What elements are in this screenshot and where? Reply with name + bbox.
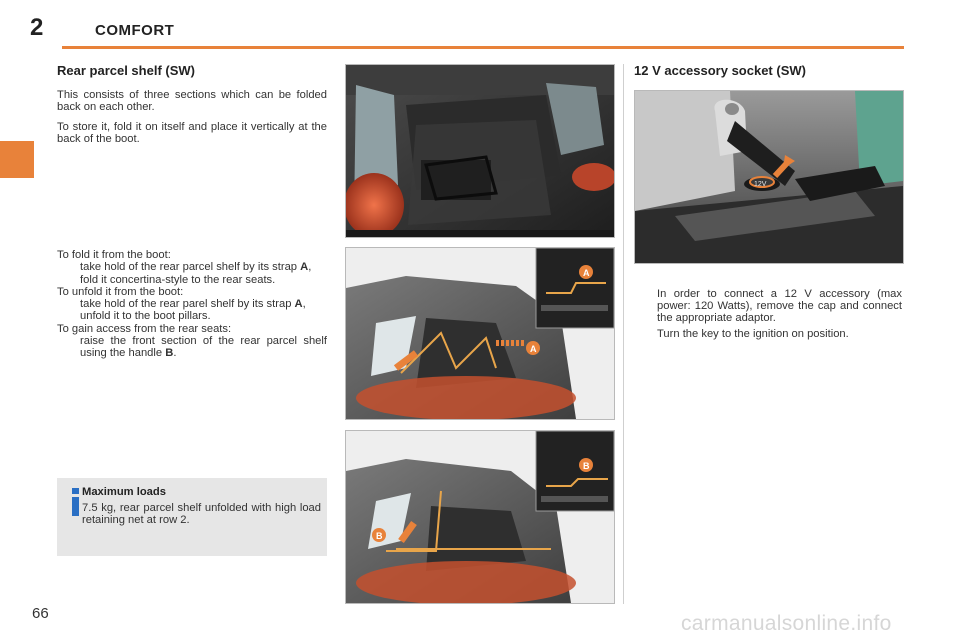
parcel-shelf-intro [57, 89, 327, 146]
list-item: fold it concertina-style to the rear seats. [57, 274, 327, 286]
column-divider [623, 64, 624, 604]
list-item: Turn the key to the ignition on position. [634, 328, 902, 340]
intro-paragraph: This consists of three sections which can be folded back on each other. [57, 89, 327, 114]
socket-instructions [634, 288, 902, 340]
bullet-icon [57, 335, 80, 360]
socket-marking: 12V [754, 181, 767, 188]
chapter-number: 2 [30, 14, 44, 41]
list-item: raise the front section of the rear parcel shelf using the handle B. [57, 335, 327, 360]
list-item: unfold it to the boot pillars. [57, 310, 327, 322]
intro-paragraph: To store it, fold it on itself and place it vertically at the back of the boot. [57, 120, 327, 146]
fold-diagram-a [345, 247, 615, 420]
bullet-icon [57, 261, 80, 273]
unfold-heading: To unfold it from the boot: [57, 285, 184, 298]
bullet-icon [57, 310, 80, 322]
callout-label: A [530, 344, 537, 354]
list-item: take hold of the rear parcel shelf by its strap A, [57, 261, 327, 273]
list-item: In order to connect a 12 V accessory (max power: 120 Watts), remove the cap and connect the appropriate adaptor. [634, 288, 902, 325]
boot-interior-photo [345, 64, 615, 238]
socket-title: 12 V accessory socket (SW) [634, 63, 806, 78]
callout-label: B [376, 531, 383, 541]
chapter-title: COMFORT [95, 22, 175, 39]
info-box-title: Maximum loads [82, 486, 166, 498]
callout-label: A [583, 268, 590, 278]
watermark: carmanualsonline.info [681, 612, 892, 635]
list-item: take hold of the rear parel shelf by its strap A, [57, 298, 327, 310]
bullet-icon [634, 288, 657, 325]
chapter-side-tab [0, 141, 34, 178]
fold-heading: To fold it from the boot: [57, 249, 171, 261]
access-heading: To gain access from the rear seats: [57, 322, 232, 335]
bullet-icon [57, 298, 80, 310]
accessory-socket-photo [634, 90, 904, 264]
header-rule [62, 46, 904, 49]
bullet-icon [57, 274, 80, 286]
callout-label: B [583, 461, 590, 471]
page-number: 66 [32, 605, 49, 622]
info-box-text: 7.5 kg, rear parcel shelf unfolded with high load retaining net at row 2. [82, 502, 321, 527]
fold-diagram-b [345, 430, 615, 604]
bullet-icon [634, 328, 657, 340]
parcel-shelf-instructions [57, 249, 327, 360]
parcel-shelf-title: Rear parcel shelf (SW) [57, 63, 195, 78]
info-box [57, 478, 327, 556]
